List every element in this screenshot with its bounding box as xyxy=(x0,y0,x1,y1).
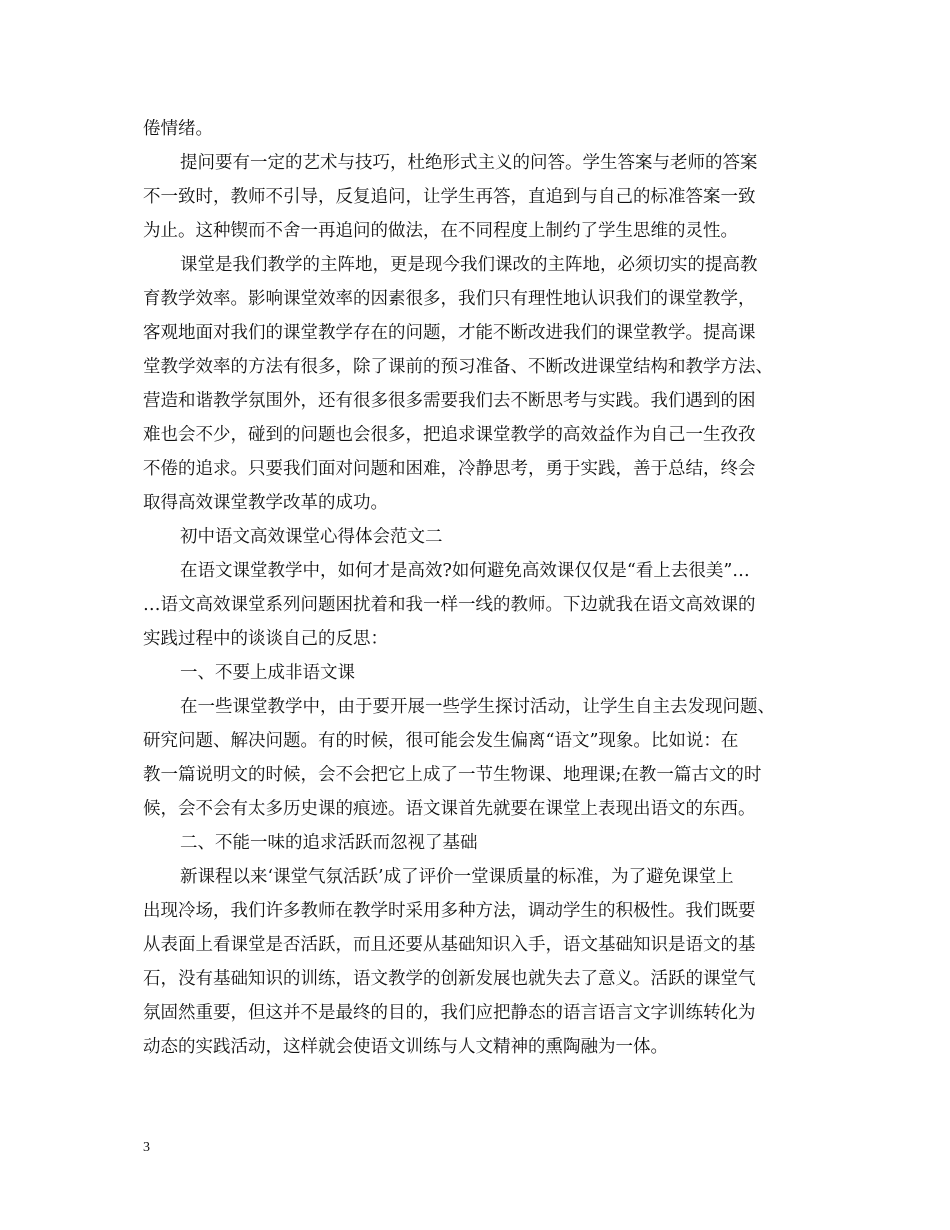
text-line: 课堂是我们教学的主阵地，更是现今我们课改的主阵地，必须切实的提高教 xyxy=(180,255,758,275)
text-line: 取得高效课堂教学改革的成功。 xyxy=(143,493,388,513)
text-line: 新课程以来‘课堂气氛活跃’成了评价一堂课质量的标准，为了避免课堂上 xyxy=(180,867,734,887)
text-line: 客观地面对我们的课堂教学存在的问题，才能不断改进我们的课堂教学。提高课 xyxy=(143,323,756,343)
text-line: 石，没有基础知识的训练，语文教学的创新发展也就失去了意义。活跃的课堂气 xyxy=(143,969,756,989)
text-line: 教一篇说明文的时候，会不会把它上成了一节生物课、地理课;在教一篇古文的时 xyxy=(143,765,762,785)
text-line: 从表面上看课堂是否活跃，而且还要从基础知识入手，语文基础知识是语文的基 xyxy=(143,935,756,955)
text-line: 动态的实践活动，这样就会使语文训练与人文精神的熏陶融为一体。 xyxy=(143,1037,668,1057)
section-heading: 二、不能一味的追求活跃而忽视了基础 xyxy=(180,833,478,853)
text-line: 为止。这种锲而不舍一再追问的做法，在不同程度上制约了学生思维的灵性。 xyxy=(143,221,738,241)
text-line: 难也会不少，碰到的问题也会很多，把追求课堂教学的高效益作为自己一生孜孜 xyxy=(143,425,756,445)
page-number: 3 xyxy=(143,1140,150,1155)
section-heading: 初中语文高效课堂心得体会范文二 xyxy=(180,527,443,547)
text-line: 候，会不会有太多历史课的痕迹。语文课首先就要在课堂上表现出语文的东西。 xyxy=(143,799,756,819)
text-line: 营造和谐教学氛围外，还有很多很多需要我们去不断思考与实践。我们遇到的困 xyxy=(143,391,756,411)
text-line: 不倦的追求。只要我们面对问题和困难，冷静思考，勇于实践，善于总结，终会 xyxy=(143,459,756,479)
text-line: 在一些课堂教学中，由于要开展一些学生探讨活动，让学生自主去发现问题、 xyxy=(180,697,775,717)
text-line: 不一致时，教师不引导，反复追问，让学生再答，直追到与自己的标准答案一致 xyxy=(143,187,756,207)
section-heading: 一、不要上成非语文课 xyxy=(180,663,355,683)
text-line: 育教学效率。影响课堂效率的因素很多，我们只有理性地认识我们的课堂教学， xyxy=(143,289,756,309)
text-line: 研究问题、解决问题。有的时候，很可能会发生偏离“语文”现象。比如说：在 xyxy=(143,731,739,751)
text-line: 提问要有一定的艺术与技巧，杜绝形式主义的问答。学生答案与老师的答案 xyxy=(180,153,758,173)
text-line: 在语文课堂教学中，如何才是高效?如何避免高效课仅仅是“看上去很美”… xyxy=(180,561,750,581)
text-line: 出现冷场，我们许多教师在教学时采用多种方法，调动学生的积极性。我们既要 xyxy=(143,901,756,921)
text-line: 堂教学效率的方法有很多，除了课前的预习准备、不断改进课堂结构和教学方法、 xyxy=(143,357,773,377)
text-line: …语文高效课堂系列问题困扰着和我一样一线的教师。下边就我在语文高效课的 xyxy=(143,595,756,615)
text-line: 倦情绪。 xyxy=(143,119,213,139)
text-line: 氛固然重要，但这并不是最终的目的，我们应把静态的语言语言文字训练转化为 xyxy=(143,1003,756,1023)
text-line: 实践过程中的谈谈自己的反思： xyxy=(143,629,388,649)
